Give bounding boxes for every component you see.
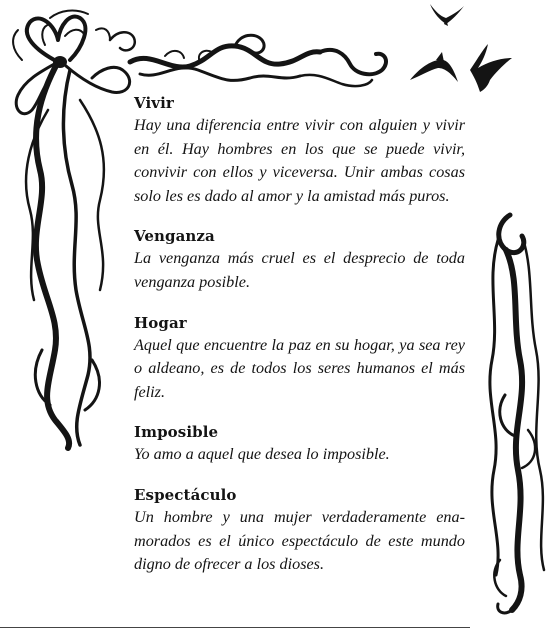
entry-venganza — [134, 225, 465, 294]
entry-title: Vivir — [134, 94, 174, 112]
bottom-rule — [0, 627, 470, 628]
entry-title: Espectáculo — [134, 485, 237, 504]
entry-imposible — [134, 421, 465, 467]
art-nouveau-top-swirl-icon — [130, 35, 386, 86]
entry-title: Venganza — [134, 227, 215, 246]
entry-espectaculo — [134, 484, 465, 577]
entry-text: Yo amo a aquel que desea lo imposible. — [134, 445, 390, 464]
entry-text: Aquel que encuentre la paz en su hogar, ya sea rey o aldeano, es de todos los seres humanos el más feliz. — [134, 335, 465, 401]
art-nouveau-side-vine-icon — [490, 215, 544, 613]
entry-vivir — [134, 92, 465, 208]
entry-text: Hay una diferencia entre vivir con alguien y vivir en él. Hay hombres en los que se puede vivir, convivir con ellos y viceversa. Unir ambas cosas solo les es dado al amor y la amistad más puros. — [134, 116, 465, 205]
art-nouveau-corner-flourish-icon — [13, 11, 135, 448]
entry-hogar — [134, 312, 465, 405]
entry-title: Imposible — [134, 423, 219, 442]
entry-title: Hogar — [134, 313, 187, 332]
entry-text: La venganza más cruel es el desprecio de toda venganza posible. — [134, 249, 465, 291]
entry-text: Un hombre y una mujer verdaderamente ena-morados es el único espectáculo de este mundo digno de ofrecer a los dioses. — [134, 507, 465, 574]
flying-bird-icon — [410, 4, 512, 92]
aphorism-list — [134, 92, 465, 594]
